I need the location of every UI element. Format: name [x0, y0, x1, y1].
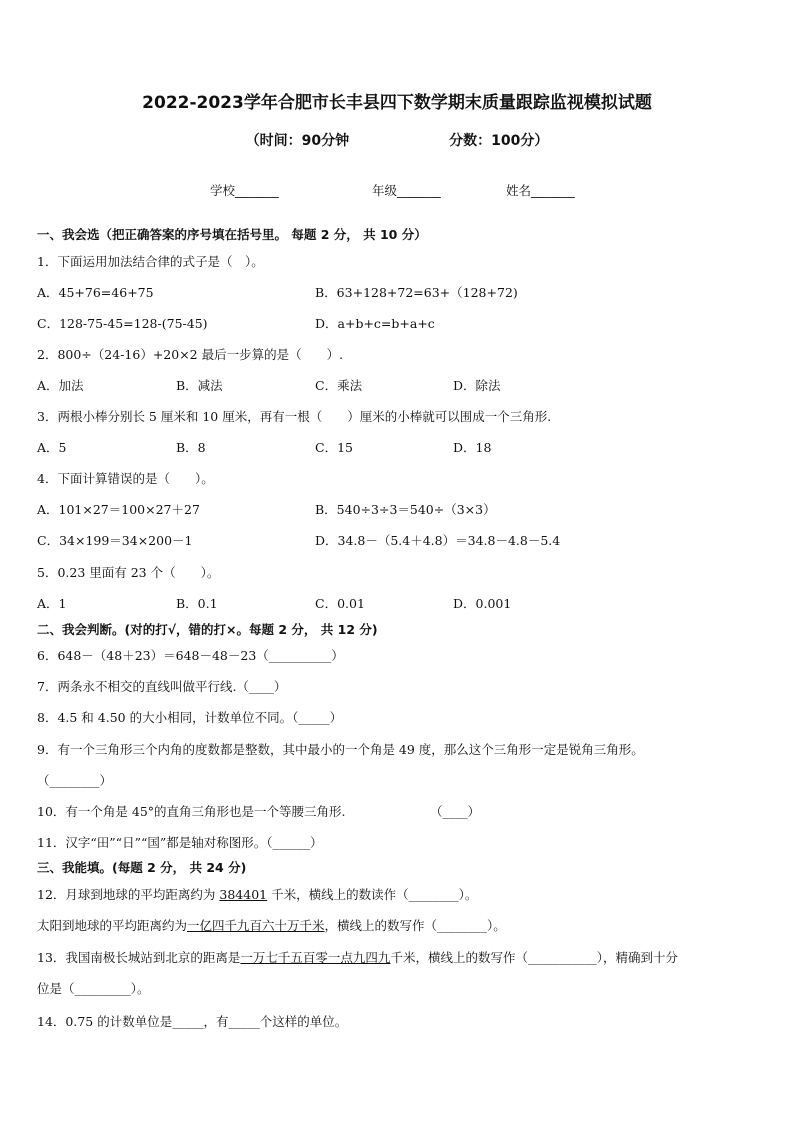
q4-option-a[interactable]: A．101×27＝100×27＋27 [37, 502, 200, 517]
exam-time: （时间：90分钟 [245, 133, 350, 149]
q13-pre: 13．我国南极长城站到北京的距离是 [37, 950, 241, 965]
q4-stem: 4．下面计算错误的是（ ）。 [37, 471, 214, 486]
q13-line2[interactable]: 位是（_________）。 [37, 981, 150, 996]
q12-line1-pre: 12．月球到地球的平均距离约为 [37, 887, 220, 902]
q1-option-a[interactable]: A．45+76=46+75 [37, 285, 154, 300]
q10-blank[interactable]: （____） [430, 804, 481, 819]
q6-text[interactable]: 6．648－（48＋23）＝648－48－23（__________） [37, 648, 344, 663]
q3-option-d[interactable]: D．18 [453, 440, 492, 455]
q4-option-b[interactable]: B．540÷3÷3＝540÷（3×3） [315, 502, 496, 517]
q13-underlined-words: 一万七千五百零一点九四九 [240, 950, 391, 965]
q4-option-c[interactable]: C．34×199＝34×200－1 [37, 533, 193, 548]
q5-option-a[interactable]: A．1 [37, 596, 67, 611]
section-1-heading: 一、我会选（把正确答案的序号填在括号里。 每题 2 分， 共 10 分） [37, 227, 427, 242]
q7-text[interactable]: 7．两条永不相交的直线叫做平行线.（____） [37, 679, 287, 694]
section-2-heading: 二、我会判断。(对的打√，错的打×。每题 2 分， 共 12 分) [37, 622, 378, 637]
q10-text: 10．有一个角是 45°的直角三角形也是一个等腰三角形. [37, 804, 346, 819]
q5-stem: 5．0.23 里面有 23 个（ ）。 [37, 565, 220, 580]
exam-subtitle [0, 130, 794, 150]
q9-text: 9．有一个三角形三个内角的度数都是整数，其中最小的一个角是 49 度，那么这个三角形一定是锐角三角形。 [37, 742, 644, 757]
q3-option-c[interactable]: C．15 [315, 440, 353, 455]
section-3-heading: 三、我能填。(每题 2 分， 共 24 分) [37, 860, 247, 875]
q2-stem: 2．800÷（24-16）+20×2 最后一步算的是（ ）. [37, 347, 344, 362]
school-field[interactable]: 学校_______ [210, 183, 279, 198]
name-field[interactable]: 姓名_______ [506, 183, 575, 198]
q14-text[interactable]: 14．0.75 的计数单位是_____，有_____个这样的单位。 [37, 1014, 348, 1029]
q12-line2[interactable] [37, 916, 506, 934]
q3-option-b[interactable]: B．8 [176, 440, 206, 455]
q2-option-c[interactable]: C．乘法 [315, 378, 363, 393]
q9-blank[interactable]: （________） [37, 773, 113, 788]
q12-line2-post: ，横线上的数写作（________）。 [324, 918, 506, 933]
q13-post: 千米，横线上的数写作（___________），精确到十分 [390, 950, 678, 965]
q12-underlined-number: 384401 [219, 887, 268, 902]
exam-score: 分数：100分） [449, 133, 549, 149]
q5-option-b[interactable]: B．0.1 [176, 596, 218, 611]
page-title: 2022-2023学年合肥市长丰县四下数学期末质量跟踪监视模拟试题 [142, 93, 652, 113]
q3-option-a[interactable]: A．5 [37, 440, 67, 455]
q2-option-b[interactable]: B．减法 [176, 378, 223, 393]
q2-option-d[interactable]: D．除法 [453, 378, 501, 393]
q5-option-d[interactable]: D．0.001 [453, 596, 512, 611]
q13-line1[interactable] [37, 948, 678, 966]
grade-field[interactable]: 年级_______ [372, 183, 441, 198]
q2-option-a[interactable]: A．加法 [37, 378, 84, 393]
q4-option-d[interactable]: D．34.8－（5.4＋4.8）＝34.8－4.8－5.4 [315, 533, 561, 548]
q12-line1-post: 千米，横线上的数读作（________）。 [267, 887, 478, 902]
q12-underlined-words: 一亿四千九百六十万千米 [187, 918, 325, 933]
q8-text[interactable]: 8．4.5 和 4.50 的大小相同，计数单位不同。（_____） [37, 710, 343, 725]
q3-stem: 3．两根小棒分别长 5 厘米和 10 厘米，再有一根（ ）厘米的小棒就可以围成一个三角形. [37, 409, 552, 424]
q12-line1[interactable] [37, 885, 477, 903]
q1-stem: 1．下面运用加法结合律的式子是（ ）。 [37, 254, 264, 269]
q11-text[interactable]: 11．汉字“田”“日”“国”都是轴对称图形。（______） [37, 835, 323, 850]
q1-option-b[interactable]: B．63+128+72=63+（128+72) [315, 285, 518, 300]
q5-option-c[interactable]: C．0.01 [315, 596, 365, 611]
q1-option-c[interactable]: C．128-75-45=128-(75-45) [37, 316, 208, 331]
q12-line2-pre: 太阳到地球的平均距离约为 [37, 918, 188, 933]
q1-option-d[interactable]: D．a+b+c=b+a+c [315, 316, 435, 331]
